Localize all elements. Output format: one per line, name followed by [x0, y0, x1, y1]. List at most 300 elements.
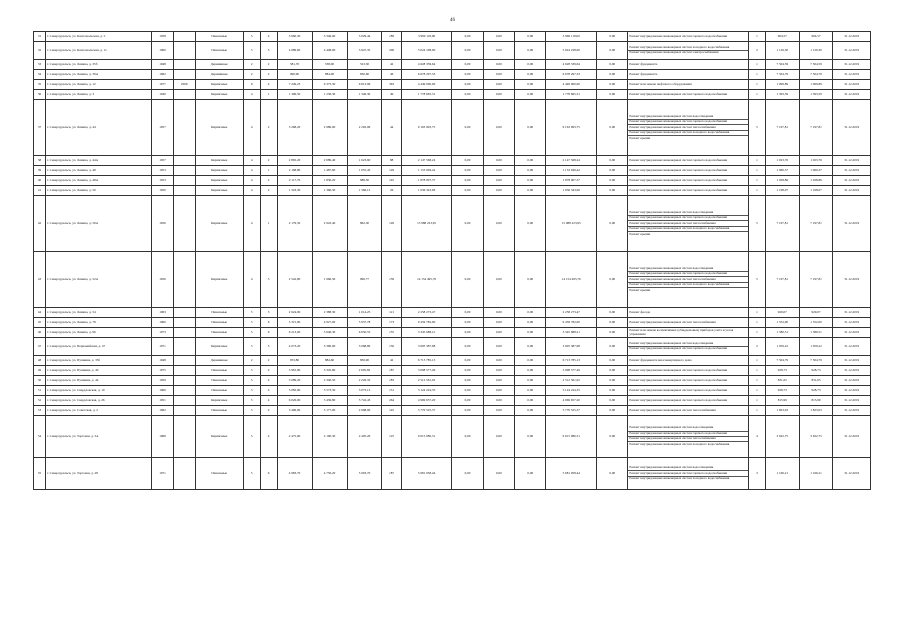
- entrances-cell: 4: [260, 386, 277, 396]
- cost-owners-cell: 2 512 561,02: [546, 376, 597, 386]
- residential-area-cell: 538,00: [312, 60, 347, 70]
- unit-cost-cell: 928,73: [765, 366, 799, 376]
- entrances-cell: 2: [260, 60, 277, 70]
- residents-cell: 183: [382, 376, 401, 386]
- year-built-cell: 1948: [152, 356, 174, 366]
- owned-area-cell: 2 405,29: [347, 416, 382, 458]
- address-cell: г. Североуральск, ул. Свердловская, д. 10: [46, 386, 152, 396]
- table-row: [34, 196, 871, 252]
- year-renovated-cell: 2009: [173, 80, 195, 90]
- total-area-cell: 3 496,00: [277, 406, 312, 416]
- max-unit-cost-cell: 3 622,75: [799, 416, 833, 458]
- wall-material-cell: Панельные: [195, 376, 243, 386]
- floors-cell: 4: [243, 100, 260, 156]
- cost-owners-cell: 4 628 339,64: [546, 60, 597, 70]
- floors-cell: 5: [243, 42, 260, 60]
- wall-material-cell: Кирпичные: [195, 90, 243, 100]
- cost-local-cell: 0,00: [515, 42, 546, 60]
- table-row: [34, 186, 871, 196]
- cost-other-cell: 0,00: [597, 196, 628, 252]
- deadline-cell: 31.12.2019: [833, 42, 871, 60]
- max-unit-cost-cell: 831,65: [799, 376, 833, 386]
- year-built-cell: 1962: [152, 70, 174, 80]
- table-row: [34, 32, 871, 42]
- entrances-cell: 2: [260, 70, 277, 80]
- year-renovated-cell: [173, 196, 195, 252]
- residents-cell: 125: [382, 416, 401, 458]
- work-item: Ремонт внутридомовых инженерных систем горячего водоснабжения: [629, 367, 728, 372]
- residents-cell: 363: [382, 80, 401, 90]
- cost-owners-cell: 3 124 224,35: [546, 386, 597, 396]
- works-count-cell: 1: [749, 328, 766, 338]
- address-cell: г. Североуральск, ул. Ленина, д. 78: [46, 318, 152, 328]
- address-cell: г. Североуральск, ул. Комсомольская, д. 11: [46, 42, 152, 60]
- cost-regional-cell: 0,00: [483, 366, 514, 376]
- residents-cell: 151: [382, 386, 401, 396]
- address-cell: г. Североуральск, ул. Ленина, д. 39А: [46, 70, 152, 80]
- cost-other-cell: 0,00: [597, 90, 628, 100]
- row-number: 40: [34, 176, 46, 186]
- deadline-cell: 31.12.2019: [833, 186, 871, 196]
- cost-total-cell: 1 778 665,31: [401, 90, 452, 100]
- work-item: Ремонт внутридомовых инженерных систем электроснабжения: [629, 50, 719, 55]
- unit-cost-cell: 815,99: [765, 396, 799, 406]
- cost-owners-cell: 3 345 688,21: [546, 328, 597, 338]
- unit-cost-cell: 7 504,79: [765, 356, 799, 366]
- year-renovated-cell: [173, 176, 195, 186]
- floors-cell: 2: [243, 70, 260, 80]
- works-count-cell: 2: [749, 338, 766, 356]
- cost-regional-cell: 0,00: [483, 166, 514, 176]
- residents-cell: 42: [382, 60, 401, 70]
- owned-area-cell: 3 947,35: [347, 42, 382, 60]
- deadline-cell: 31.12.2019: [833, 386, 871, 396]
- cost-regional-cell: 0,00: [483, 318, 514, 328]
- work-item: Ремонт крыши: [629, 231, 651, 236]
- total-area-cell: 4 689,60: [277, 42, 312, 60]
- cost-federal-cell: 0,00: [452, 42, 483, 60]
- works-count-cell: 1: [749, 318, 766, 328]
- entrances-cell: 2: [260, 176, 277, 186]
- row-number: 55: [34, 458, 46, 490]
- entrances-cell: 3: [260, 252, 277, 308]
- wall-material-cell: Панельные: [195, 386, 243, 396]
- wall-material-cell: Панельные: [195, 328, 243, 338]
- owned-area-cell: 862,30: [347, 196, 382, 252]
- unit-cost-cell: 831,65: [765, 376, 799, 386]
- cost-local-cell: 0,00: [515, 186, 546, 196]
- row-number: 51: [34, 386, 46, 396]
- wall-material-cell: Кирпичные: [195, 416, 243, 458]
- works-count-cell: 1: [749, 70, 766, 80]
- residents-cell: 49: [382, 90, 401, 100]
- floors-cell: 4: [243, 166, 260, 176]
- total-area-cell: 2 475,90: [277, 416, 312, 458]
- row-number: 39: [34, 166, 46, 176]
- cost-regional-cell: 0,00: [483, 90, 514, 100]
- year-renovated-cell: [173, 166, 195, 176]
- entrances-cell: 4: [260, 80, 277, 90]
- cost-federal-cell: 0,00: [452, 406, 483, 416]
- works-count-cell: 2: [749, 42, 766, 60]
- works-cell: [628, 376, 749, 386]
- owned-area-cell: 2 292,96: [347, 100, 382, 156]
- floors-cell: 4: [243, 252, 260, 308]
- works-count-cell: 5: [749, 196, 766, 252]
- works-count-cell: 5: [749, 252, 766, 308]
- cost-total-cell: 2 147 568,24: [401, 156, 452, 166]
- cost-owners-cell: 5 024 198,00: [546, 42, 597, 60]
- address-cell: г. Североуральск, ул. Пушкина, д. 44: [46, 376, 152, 386]
- row-number: 43: [34, 252, 46, 308]
- cost-other-cell: 0,00: [597, 156, 628, 166]
- works-cell: [628, 406, 749, 416]
- cost-owners-cell: 14 154 495,76: [546, 252, 597, 308]
- cost-other-cell: 0,00: [597, 338, 628, 356]
- table-row: [34, 60, 871, 70]
- year-built-cell: 1968: [152, 416, 174, 458]
- works-cell: [628, 458, 749, 490]
- row-number: 45: [34, 318, 46, 328]
- work-item: Ремонт внутридомовых инженерных систем водоотведения: [628, 114, 748, 119]
- work-item: Ремонт внутридомовых инженерных систем горячего водоснабжения: [629, 387, 728, 392]
- address-cell: г. Североуральск, ул. Пушкина, д. 40: [46, 366, 152, 376]
- table-row: [34, 166, 871, 176]
- cost-federal-cell: 0,00: [452, 90, 483, 100]
- cost-other-cell: 0,00: [597, 100, 628, 156]
- row-number: 52: [34, 396, 46, 406]
- residential-area-cell: 6 373,30: [312, 80, 347, 90]
- cost-other-cell: 0,00: [597, 396, 628, 406]
- year-renovated-cell: [173, 32, 195, 42]
- cost-regional-cell: 0,00: [483, 396, 514, 406]
- year-renovated-cell: [173, 376, 195, 386]
- cost-total-cell: 9 459 782,00: [401, 318, 452, 328]
- address-cell: г. Североуральск, ул. Ленина, д. 96: [46, 328, 152, 338]
- residents-cell: 139: [382, 252, 401, 308]
- cost-local-cell: 0,00: [515, 458, 546, 490]
- cost-regional-cell: 0,00: [483, 100, 514, 156]
- entrances-cell: 6: [260, 328, 277, 338]
- wall-material-cell: Панельные: [195, 42, 243, 60]
- wall-material-cell: Панельные: [195, 406, 243, 416]
- entrances-cell: 2: [260, 186, 277, 196]
- cost-federal-cell: 0,00: [452, 252, 483, 308]
- table-row: [34, 176, 871, 186]
- unit-cost-cell: 1 060,37: [765, 166, 799, 176]
- cost-federal-cell: 0,00: [452, 366, 483, 376]
- total-area-cell: 1 306,50: [277, 90, 312, 100]
- works-cell: [628, 328, 749, 338]
- cost-regional-cell: 0,00: [483, 156, 514, 166]
- cost-federal-cell: 0,00: [452, 100, 483, 156]
- work-item: Ремонт внутридомовых инженерных систем холодного водоснабжения: [628, 227, 748, 232]
- owned-area-cell: 2 605,82: [347, 366, 382, 376]
- max-unit-cost-cell: 1 099,89: [799, 80, 833, 90]
- total-area-cell: 953,80: [277, 356, 312, 366]
- cost-owners-cell: 5 770 525,37: [546, 406, 597, 416]
- unit-cost-cell: 7 197,81: [765, 252, 799, 308]
- works-count-cell: 5: [749, 100, 766, 156]
- deadline-cell: 31.12.2019: [833, 396, 871, 406]
- max-unit-cost-cell: 1 580,51: [799, 328, 833, 338]
- deadline-cell: 31.12.2019: [833, 328, 871, 338]
- year-renovated-cell: [173, 318, 195, 328]
- unit-cost-cell: 1 552,00: [765, 318, 799, 328]
- cost-owners-cell: 6 713 785,13: [546, 356, 597, 366]
- works-cell: [628, 100, 749, 156]
- table-row: [34, 70, 871, 80]
- year-built-cell: 1940: [152, 90, 174, 100]
- residential-area-cell: 4 448,00: [312, 42, 347, 60]
- unit-cost-cell: 1 198,07: [765, 186, 799, 196]
- unit-cost-cell: 1 166,21: [765, 458, 799, 490]
- cost-total-cell: 6 713 785,13: [401, 356, 452, 366]
- unit-cost-cell: 1 393,59: [765, 90, 799, 100]
- entrances-cell: 3: [260, 42, 277, 60]
- floors-cell: 5: [243, 386, 260, 396]
- works-cell: [628, 166, 749, 176]
- cost-other-cell: 0,00: [597, 356, 628, 366]
- floors-cell: 5: [243, 366, 260, 376]
- cost-owners-cell: 6 678 297,33: [546, 70, 597, 80]
- cost-total-cell: 9 163 993,75: [401, 100, 452, 156]
- cost-other-cell: 0,00: [597, 32, 628, 42]
- max-unit-cost-cell: 1 166,21: [799, 458, 833, 490]
- total-area-cell: 6 026,00: [277, 396, 312, 406]
- cost-owners-cell: 3 098 577,49: [546, 366, 597, 376]
- cost-local-cell: 0,00: [515, 196, 546, 252]
- table-row: [34, 42, 871, 60]
- cost-federal-cell: 0,00: [452, 328, 483, 338]
- page-number: 46: [450, 18, 455, 23]
- cost-other-cell: 0,00: [597, 376, 628, 386]
- owned-area-cell: 3 073,13: [347, 386, 382, 396]
- cost-other-cell: 0,00: [597, 42, 628, 60]
- cost-total-cell: 14 154 495,76: [401, 252, 452, 308]
- cost-federal-cell: 0,00: [452, 60, 483, 70]
- residents-cell: 145: [382, 406, 401, 416]
- max-unit-cost-cell: 1 059,22: [799, 338, 833, 356]
- owned-area-cell: 1 346,30: [347, 90, 382, 100]
- work-item: Ремонт внутридомовых инженерных систем горячего водоснабжения: [629, 346, 728, 351]
- deadline-cell: 31.12.2019: [833, 100, 871, 156]
- cost-local-cell: 0,00: [515, 376, 546, 386]
- deadline-cell: 31.12.2019: [833, 356, 871, 366]
- unit-cost-cell: 1 059,22: [765, 338, 799, 356]
- row-number: 50: [34, 376, 46, 386]
- year-built-cell: 1975: [152, 366, 174, 376]
- owned-area-cell: 6 813,96: [347, 80, 382, 90]
- unit-cost-cell: 1 580,51: [765, 328, 799, 338]
- total-area-cell: 2 117,70: [277, 176, 312, 186]
- address-cell: г. Североуральск, ул. Пушкина, д. 35б: [46, 356, 152, 366]
- works-count-cell: 1: [749, 366, 766, 376]
- cost-total-cell: 4 449 000,00: [401, 80, 452, 90]
- residential-area-cell: 884,00: [312, 70, 347, 80]
- cost-owners-cell: 9 459 782,00: [546, 318, 597, 328]
- wall-material-cell: Панельные: [195, 318, 243, 328]
- entrances-cell: 4: [260, 376, 277, 386]
- residents-cell: 129: [382, 166, 401, 176]
- cost-regional-cell: 0,00: [483, 338, 514, 356]
- address-cell: г. Североуральск, ул. Ленина, д. 54: [46, 308, 152, 318]
- row-number: 47: [34, 338, 46, 356]
- entrances-cell: 2: [260, 356, 277, 366]
- works-count-cell: 1: [749, 156, 766, 166]
- cost-regional-cell: 0,00: [483, 376, 514, 386]
- cost-total-cell: 6 678 297,33: [401, 70, 452, 80]
- owned-area-cell: 3 068,89: [347, 338, 382, 356]
- work-item: Ремонт внутридомовых инженерных систем холодного водоснабжения: [629, 441, 730, 446]
- cost-other-cell: 0,00: [597, 166, 628, 176]
- cost-owners-cell: 1 778 665,31: [546, 90, 597, 100]
- residents-cell: 88: [382, 156, 401, 166]
- work-item: Ремонт внутридомовых инженерных систем теплоснабжения: [628, 221, 748, 226]
- wall-material-cell: Кирпичные: [195, 338, 243, 356]
- max-unit-cost-cell: 7 504,79: [799, 70, 833, 80]
- wall-material-cell: Кирпичные: [195, 186, 243, 196]
- work-item: Ремонт или замена лифтового оборудования: [629, 81, 692, 86]
- deadline-cell: 31.12.2019: [833, 166, 871, 176]
- cost-local-cell: 0,00: [515, 166, 546, 176]
- work-item: Ремонт внутридомовых инженерных систем теплоснабжения: [629, 407, 716, 412]
- deadline-cell: 31.12.2019: [833, 458, 871, 490]
- deadline-cell: 31.12.2019: [833, 376, 871, 386]
- work-item: Ремонт внутридомовых инженерных систем горячего водоснабжения: [629, 157, 728, 162]
- total-area-cell: 4 983,70: [277, 458, 312, 490]
- table-row: [34, 458, 871, 490]
- cost-owners-cell: 4 969 657,20: [546, 396, 597, 406]
- work-item: Ремонт внутридомовых инженерных систем горячего водоснабжения: [629, 377, 728, 382]
- total-area-cell: 3 981,90: [277, 366, 312, 376]
- residents-cell: 44: [382, 100, 401, 156]
- entrances-cell: 1: [260, 196, 277, 252]
- work-item: Ремонт внутридомовых инженерных систем горячего водоснабжения: [629, 33, 728, 38]
- works-cell: [628, 186, 749, 196]
- row-number: 35: [34, 80, 46, 90]
- work-item: Ремонт крыши: [629, 135, 651, 140]
- max-unit-cost-cell: 815,99: [799, 396, 833, 406]
- works-count-cell: 1: [749, 176, 766, 186]
- cost-total-cell: 3 098 577,49: [401, 366, 452, 376]
- residential-area-cell: 2 340,50: [312, 376, 347, 386]
- table-row: [34, 252, 871, 308]
- residents-cell: 42: [382, 356, 401, 366]
- cost-regional-cell: 0,00: [483, 308, 514, 318]
- row-number: 44: [34, 308, 46, 318]
- cost-total-cell: 4 969 657,20: [401, 396, 452, 406]
- cost-federal-cell: 0,00: [452, 416, 483, 458]
- work-item: Ремонт или замена коллективных (общедомовых) приборов учета и узлов управления: [629, 327, 734, 336]
- year-built-cell: 1950: [152, 186, 174, 196]
- works-cell: [628, 318, 749, 328]
- row-number: 34: [34, 70, 46, 80]
- max-unit-cost-cell: 929,07: [799, 308, 833, 318]
- cost-other-cell: 0,00: [597, 308, 628, 318]
- table-row: [34, 338, 871, 356]
- total-area-cell: 996,90: [277, 70, 312, 80]
- total-area-cell: 7 249,23: [277, 80, 312, 90]
- year-renovated-cell: [173, 42, 195, 60]
- cost-regional-cell: 0,00: [483, 416, 514, 458]
- address-cell: г. Североуральск, ул. Торговая, д. 5А: [46, 416, 152, 458]
- address-cell: г. Североуральск, ул. Советская, д. 2: [46, 406, 152, 416]
- total-area-cell: 1 318,30: [277, 186, 312, 196]
- wall-material-cell: Кирпичные: [195, 80, 243, 90]
- housing-register-table: [33, 31, 871, 490]
- cost-regional-cell: 0,00: [483, 386, 514, 396]
- year-renovated-cell: [173, 396, 195, 406]
- works-count-cell: 1: [749, 396, 766, 406]
- wall-material-cell: Панельные: [195, 366, 243, 376]
- floors-cell: 5: [243, 458, 260, 490]
- deadline-cell: 31.12.2019: [833, 252, 871, 308]
- works-cell: [628, 252, 749, 308]
- year-built-cell: 1971: [152, 458, 174, 490]
- works-count-cell: 3: [749, 458, 766, 490]
- cost-local-cell: 0,00: [515, 70, 546, 80]
- max-unit-cost-cell: 928,73: [799, 366, 833, 376]
- wall-material-cell: Кирпичные: [195, 252, 243, 308]
- max-unit-cost-cell: 904,57: [799, 32, 833, 42]
- address-cell: г. Североуральск, ул. Первомайская, д. 47: [46, 338, 152, 356]
- row-number: 49: [34, 366, 46, 376]
- row-number: 37: [34, 100, 46, 156]
- residential-area-cell: 4 927,00: [312, 318, 347, 328]
- address-cell: г. Североуральск, ул. Торговая, д. 28: [46, 458, 152, 490]
- deadline-cell: 31.12.2019: [833, 416, 871, 458]
- work-item: Ремонт внутридомовых инженерных систем теплоснабжения: [629, 319, 716, 324]
- entrances-cell: 1: [260, 90, 277, 100]
- cost-local-cell: 0,00: [515, 60, 546, 70]
- work-item: Ремонт внутридомовых инженерных систем горячего водоснабжения: [628, 432, 748, 437]
- total-area-cell: 3 089,20: [277, 376, 312, 386]
- cost-regional-cell: 0,00: [483, 252, 514, 308]
- address-cell: г. Североуральск, ул. Ленина, д. 50: [46, 186, 152, 196]
- address-cell: г. Североуральск, ул. Свердловская, д. 26: [46, 396, 152, 406]
- year-renovated-cell: [173, 60, 195, 70]
- residents-cell: 264: [382, 396, 401, 406]
- cost-local-cell: 0,00: [515, 80, 546, 90]
- unit-cost-cell: 1 023,76: [765, 156, 799, 166]
- table-row: [34, 90, 871, 100]
- total-area-cell: 6 213,00: [277, 328, 312, 338]
- cost-owners-cell: 1 878 907,37: [546, 176, 597, 186]
- floors-cell: 5: [243, 32, 260, 42]
- entrances-cell: 1: [260, 166, 277, 176]
- total-area-cell: 3 660,30: [277, 32, 312, 42]
- owned-area-cell: 1 366,15: [347, 186, 382, 196]
- cost-owners-cell: 15 988 223,95: [546, 196, 597, 252]
- cost-regional-cell: 0,00: [483, 196, 514, 252]
- cost-total-cell: 1 636 343,06: [401, 186, 452, 196]
- entrances-cell: 2: [260, 156, 277, 166]
- max-unit-cost-cell: 1 198,07: [799, 186, 833, 196]
- unit-cost-cell: 929,07: [765, 308, 799, 318]
- works-cell: [628, 32, 749, 42]
- year-renovated-cell: [173, 100, 195, 156]
- work-item: Ремонт фундамента многоквартирного дома: [629, 357, 692, 362]
- unit-cost-cell: 7 197,81: [765, 100, 799, 156]
- floors-cell: 4: [243, 186, 260, 196]
- deadline-cell: 31.12.2019: [833, 406, 871, 416]
- row-number: 32: [34, 42, 46, 60]
- address-cell: г. Североуральск, ул. Ленина, д. 50А: [46, 196, 152, 252]
- work-item: Ремонт внутридомовых инженерных систем горячего водоснабжения: [628, 216, 748, 221]
- cost-owners-cell: 2 258 273,47: [546, 308, 597, 318]
- cost-other-cell: 0,00: [597, 176, 628, 186]
